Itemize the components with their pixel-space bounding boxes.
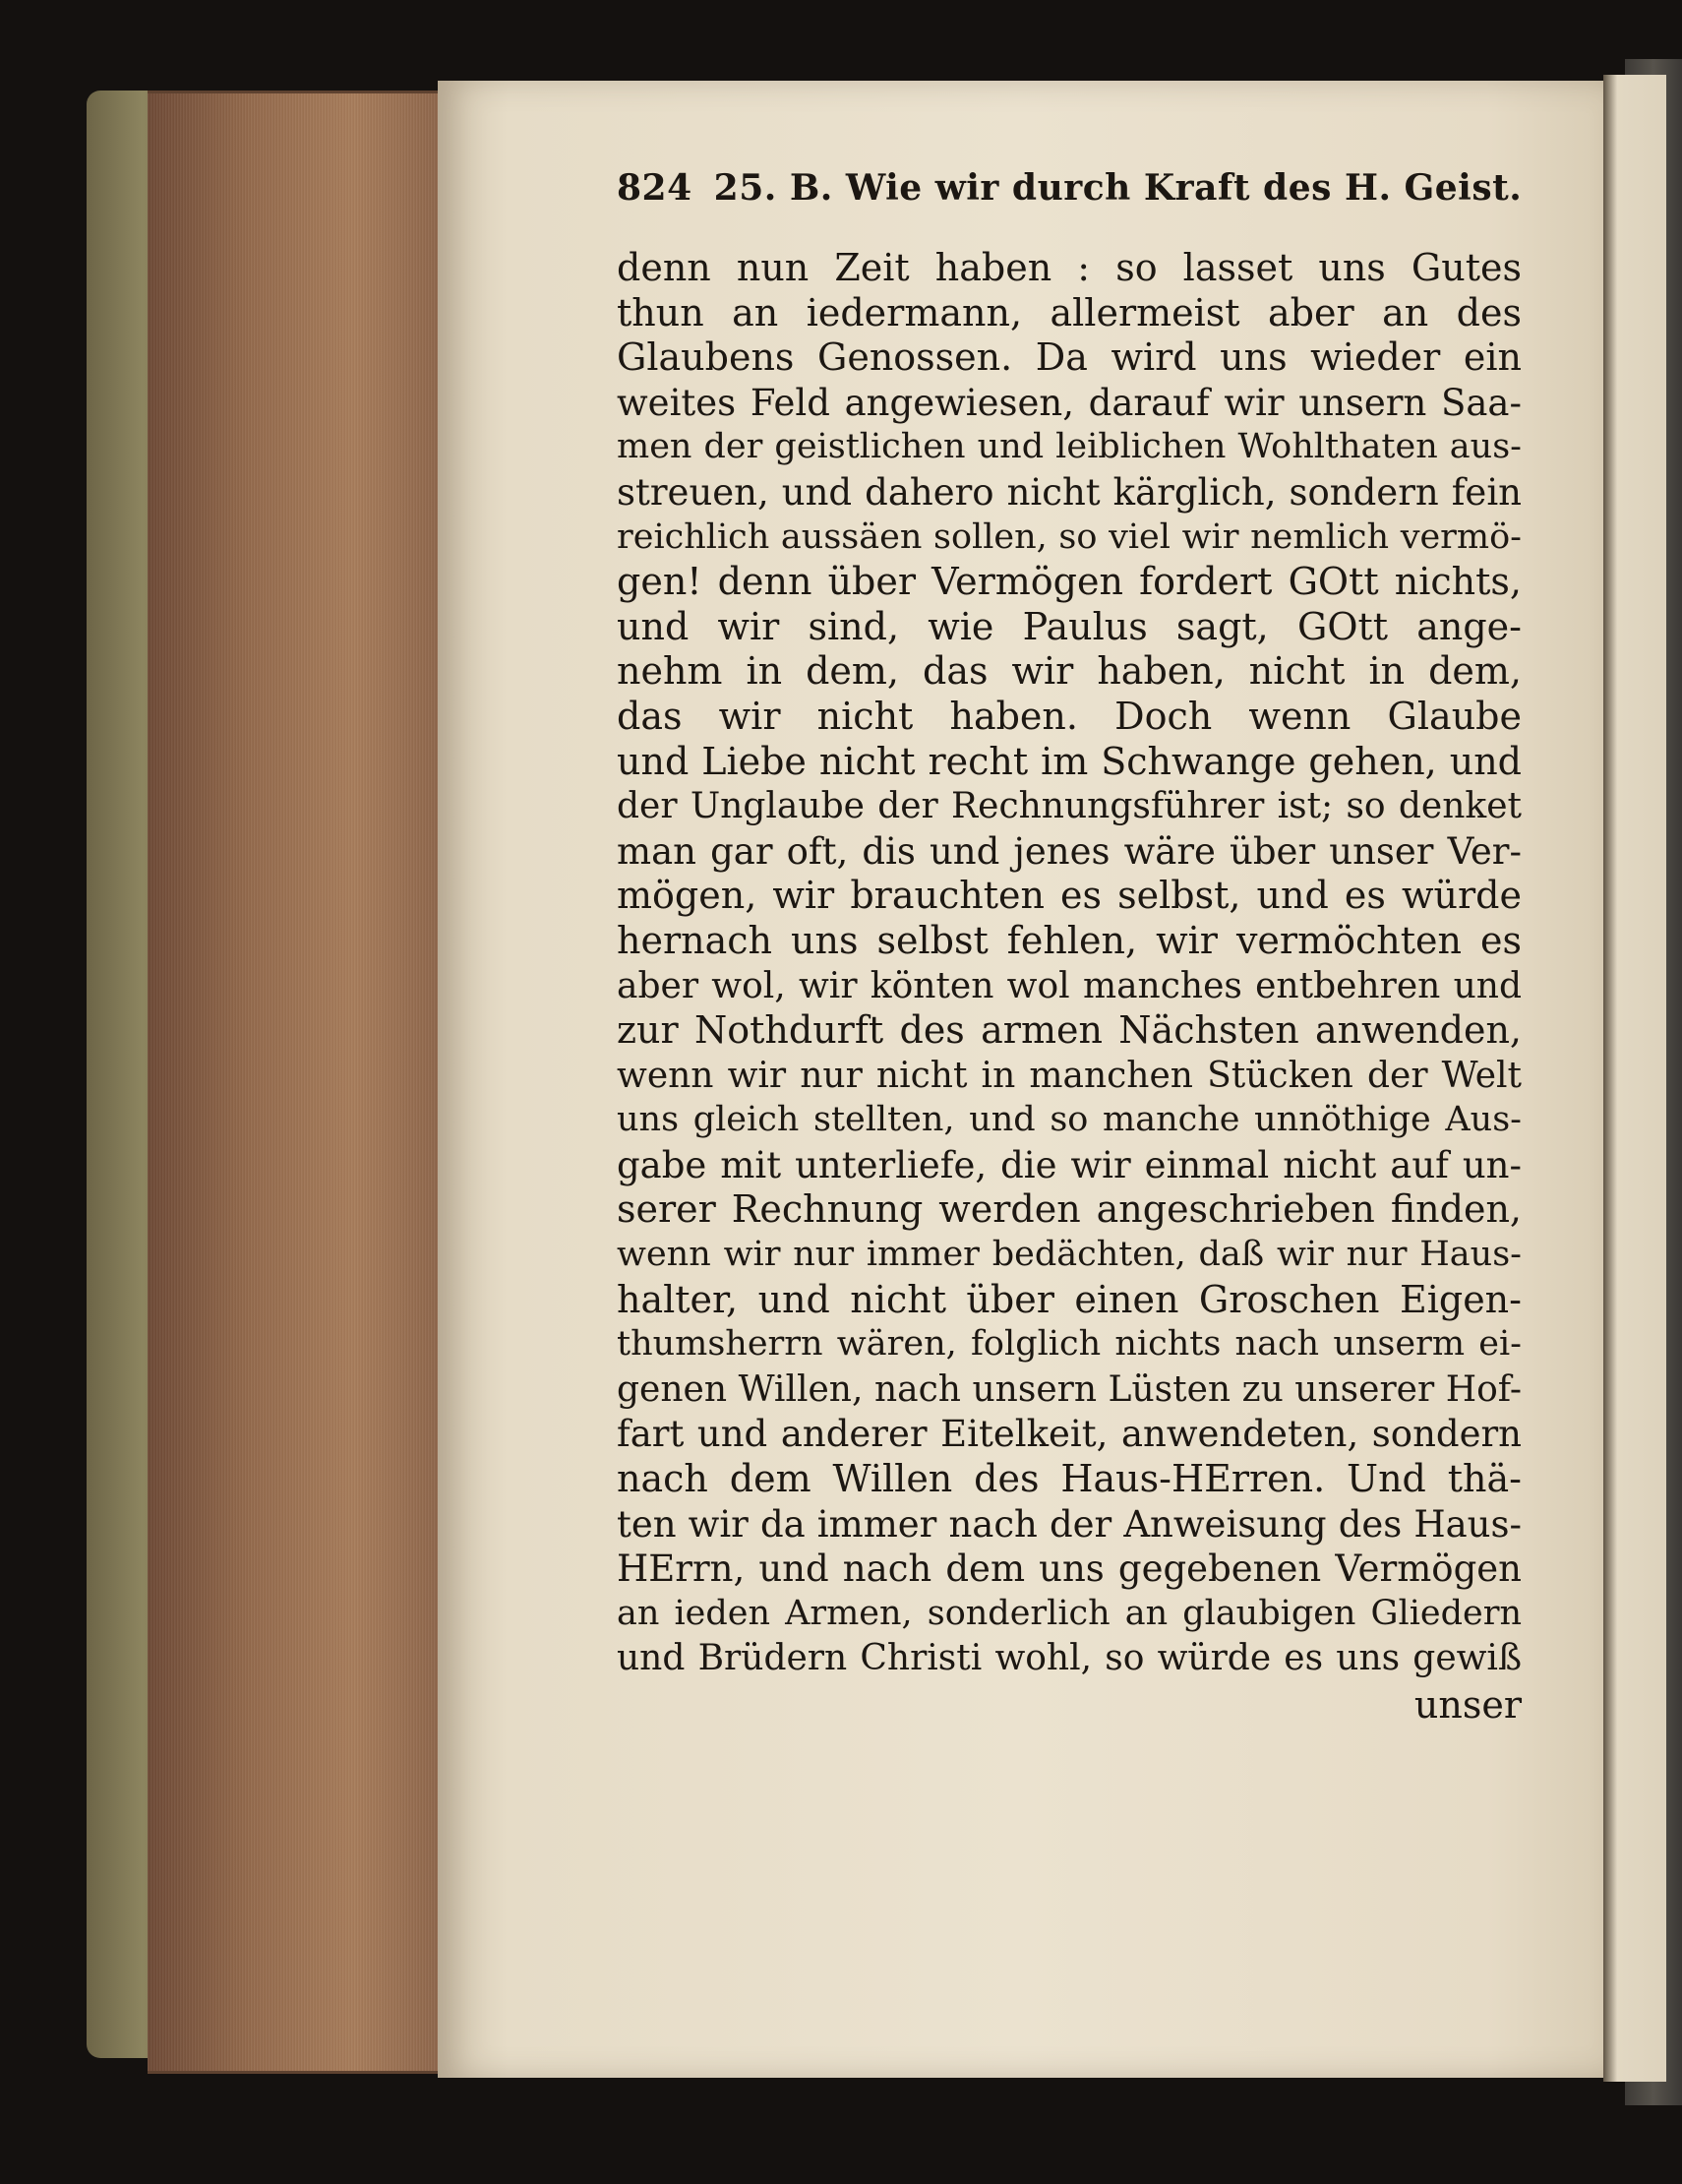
- page-text-block: [617, 167, 1522, 1729]
- text-line: und Liebe nicht recht im Schwange gehen, und: [617, 739, 1522, 783]
- page-edges: [148, 91, 443, 2074]
- text-line: HErrn, und nach dem uns gegebenen Vermögen: [617, 1547, 1522, 1591]
- running-header: [617, 167, 1522, 236]
- text-line: an ieden Armen, sonderlich an glaubigen Gliedern: [617, 1593, 1522, 1633]
- text-line: mögen, wir brauchten es selbst, und es würde: [617, 874, 1522, 918]
- text-line: Glaubens Genossen. Da wird uns wieder ein: [617, 335, 1522, 380]
- text-line: wenn wir nur immer bedächten, daß wir nur Haus-: [617, 1235, 1522, 1275]
- text-line: nehm in dem, das wir haben, nicht in dem,: [617, 649, 1522, 694]
- text-line: nach dem Willen des Haus-HErren. Und thä-: [617, 1457, 1522, 1501]
- text-line: thumsherrn wären, folglich nichts nach unserm ei-: [617, 1324, 1522, 1365]
- facing-page-edge: [1603, 75, 1666, 2082]
- text-line: ten wir da immer nach der Anweisung des Haus-: [617, 1502, 1522, 1546]
- body-text: [617, 246, 1522, 1681]
- text-line: serer Rechnung werden angeschrieben finden,: [617, 1187, 1522, 1232]
- text-line: das wir nicht haben. Doch wenn Glaube: [617, 694, 1522, 738]
- running-title: 25. B. Wie wir durch Kraft des H. Geist.: [713, 167, 1523, 209]
- text-line: men der geistlichen und leiblichen Wohlthaten aus-: [617, 427, 1522, 467]
- text-line: wenn wir nur nicht in manchen Stücken der Welt: [617, 1055, 1522, 1096]
- text-line: zur Nothdurft des armen Nächsten anwenden,: [617, 1008, 1522, 1053]
- text-line: der Unglaube der Rechnungsführer ist; so denket: [617, 786, 1522, 827]
- text-line: und Brüdern Christi wohl, so würde es uns gewiß: [617, 1638, 1522, 1679]
- text-line: genen Willen, nach unsern Lüsten zu unserer Hof-: [617, 1368, 1522, 1410]
- catchword: unser: [1413, 1683, 1522, 1727]
- text-line: denn nun Zeit haben : so lasset uns Gutes: [617, 246, 1522, 289]
- text-line: thun an iedermann, allermeist aber an des: [617, 290, 1522, 334]
- text-line: hernach uns selbst fehlen, wir vermöchten es: [617, 918, 1522, 962]
- text-line: fart und anderer Eitelkeit, anwendeten, sondern: [617, 1413, 1522, 1456]
- text-line: streuen, und dahero nicht kärglich, sondern fein: [617, 470, 1522, 514]
- text-line: uns gleich stellten, und so manche unnöthige Aus-: [617, 1100, 1522, 1140]
- text-line: weites Feld angewiesen, darauf wir unsern Saa-: [617, 381, 1522, 424]
- page-number: 824: [617, 167, 692, 209]
- text-line: reichlich aussäen sollen, so viel wir nemlich vermö-: [617, 516, 1522, 557]
- text-line: gen! denn über Vermögen fordert GOtt nichts,: [617, 560, 1522, 604]
- text-line: und wir sind, wie Paulus sagt, GOtt ange-: [617, 604, 1522, 648]
- text-line: gabe mit unterliefe, die wir einmal nicht auf un-: [617, 1143, 1522, 1186]
- text-line: aber wol, wir könten wol manches entbehren und: [617, 965, 1522, 1006]
- text-line: man gar oft, dis und jenes wäre über unser Ver-: [617, 829, 1522, 873]
- text-line: halter, und nicht über einen Groschen Eigen-: [617, 1277, 1522, 1321]
